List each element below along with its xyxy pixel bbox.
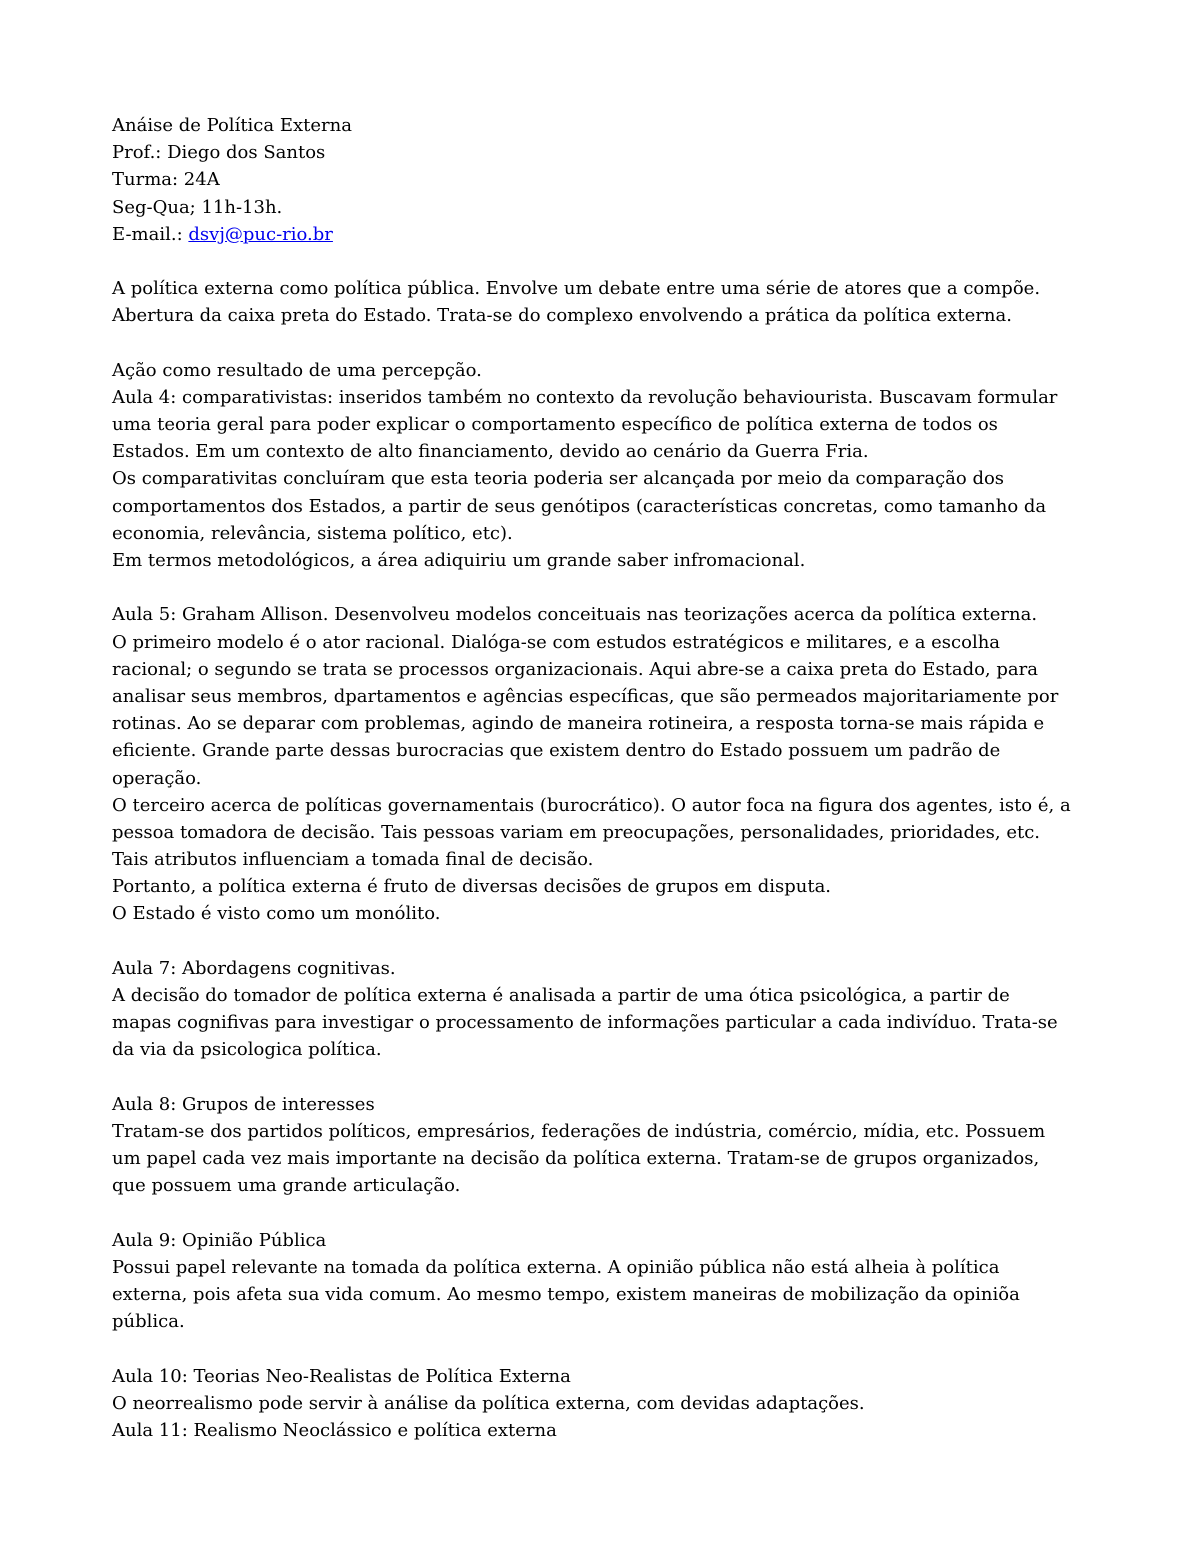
schedule-line: Seg-Qua; 11h-13h.	[112, 196, 283, 218]
document-title: Anáise de Política Externa	[112, 115, 352, 136]
text-line: O primeiro modelo é o ator racional. Dialóga-se com estudos estratégicos e militares, e a escolha	[112, 631, 1001, 653]
email-label: E-mail.:	[112, 223, 189, 245]
text-line: Tratam-se dos partidos políticos, empresários, federações de indústria, comércio, mídia, etc. Possuem	[112, 1120, 1046, 1142]
text-line: Estados. Em um contexto de alto financiamento, devido ao cenário da Guerra Fria.	[112, 441, 869, 463]
text-line: Possui papel relevante na tomada da política externa. A opinião pública não está alheia à política	[112, 1256, 1000, 1278]
paragraph-gap	[112, 248, 1092, 275]
text-line: externa, pois afeta sua vida comum. Ao mesmo tempo, existem maneiras de mobilização da opiniõa	[112, 1284, 1020, 1306]
text-line: O neorrealismo pode servir à análise da política externa, com devidas adaptações.	[112, 1392, 865, 1414]
text-line: rotinas. Ao se deparar com problemas, agindo de maneira rotineira, a resposta torna-se mais rápida e	[112, 713, 1045, 735]
text-line: A decisão do tomador de política externa é analisada a partir de uma ótica psicológica, a partir de	[112, 985, 1010, 1006]
aula7-section	[112, 955, 1092, 1064]
paragraph-gap	[112, 1335, 1092, 1362]
text-line: O terceiro acerca de políticas governamentais (burocrático). O autor foca na figura dos agentes, isto é, a	[112, 794, 1071, 816]
section-heading: Aula 8: Grupos de interesses	[112, 1093, 375, 1115]
email-link[interactable]: dsvj@puc-rio.br	[188, 223, 333, 245]
paragraph-gap	[112, 1064, 1092, 1091]
document-page	[112, 112, 1092, 1444]
text-line: O Estado é visto como um monólito.	[112, 903, 441, 925]
section-heading: Aula 11: Realismo Neoclássico e política externa	[112, 1420, 557, 1441]
paragraph-gap	[112, 1200, 1092, 1227]
text-line: operação.	[112, 767, 202, 789]
section-heading: Aula 5: Graham Allison. Desenvolveu modelos conceituais nas teorizações acerca da política externa.	[112, 604, 1038, 626]
intro-paragraph	[112, 275, 1092, 329]
text-line: Os comparativitas concluíram que esta teoria poderia ser alcançada por meio da comparação dos	[112, 468, 1005, 490]
text-line: analisar seus membros, dpartamentos e agências específicas, que são permeados majoritariamente por	[112, 685, 1059, 707]
text-line: Ação como resultado de uma percepção.	[112, 359, 482, 381]
aula10-11-section	[112, 1363, 1092, 1445]
text-line: comportamentos dos Estados, a partir de seus genótipos (características concretas, como tamanho da	[112, 495, 1047, 517]
text-line: que possuem uma grande articulação.	[112, 1175, 461, 1197]
section-heading: Aula 4: comparativistas: inseridos também no contexto da revolução behaviourista. Buscavam formular	[112, 386, 1058, 408]
aula5-section	[112, 601, 1092, 927]
aula4-section	[112, 357, 1092, 575]
text-line: pública.	[112, 1311, 185, 1333]
paragraph-gap	[112, 574, 1092, 601]
header-block	[112, 112, 1092, 248]
text-line: eficiente. Grande parte dessas burocracias que existem dentro do Estado possuem um padrão de	[112, 740, 1001, 762]
text-line: mapas cognifivas para investigar o processamento de informações particular a cada indivíduo. Trata-se	[112, 1012, 1058, 1034]
text-line: da via da psicologica política.	[112, 1039, 382, 1061]
section-heading: Aula 9: Opinião Pública	[112, 1229, 327, 1251]
text-line: economia, relevância, sistema político, etc).	[112, 522, 513, 544]
aula9-section	[112, 1227, 1092, 1336]
text-line: Abertura da caixa preta do Estado. Trata-se do complexo envolvendo a prática da política externa.	[112, 305, 1012, 327]
paragraph-gap	[112, 928, 1092, 955]
text-line: Tais atributos influenciam a tomada final de decisão.	[112, 849, 594, 871]
aula8-section	[112, 1091, 1092, 1200]
text-line: pessoa tomadora de decisão. Tais pessoas variam em preocupações, personalidades, prioridades, etc.	[112, 821, 1041, 843]
text-line: Portanto, a política externa é fruto de diversas decisões de grupos em disputa.	[112, 876, 832, 898]
email-line	[112, 221, 1092, 248]
section-heading: Aula 7: Abordagens cognitivas.	[112, 957, 396, 979]
professor-line: Prof.: Diego dos Santos	[112, 142, 326, 164]
text-line: um papel cada vez mais importante na decisão da política externa. Tratam-se de grupos organizados,	[112, 1148, 1040, 1170]
text-line: racional; o segundo se trata se processos organizacionais. Aqui abre-se a caixa preta do Estado, para	[112, 658, 1038, 680]
text-line: A política externa como política pública. Envolve um debate entre uma série de atores que a compõe.	[112, 278, 1041, 300]
paragraph-gap	[112, 330, 1092, 357]
turma-line: Turma: 24A	[112, 169, 220, 191]
section-heading: Aula 10: Teorias Neo-Realistas de Política Externa	[112, 1365, 571, 1387]
text-line: uma teoria geral para poder explicar o comportamento específico de política externa de todos os	[112, 414, 998, 436]
text-line: Em termos metodológicos, a área adiquiriu um grande saber infromacional.	[112, 550, 806, 571]
